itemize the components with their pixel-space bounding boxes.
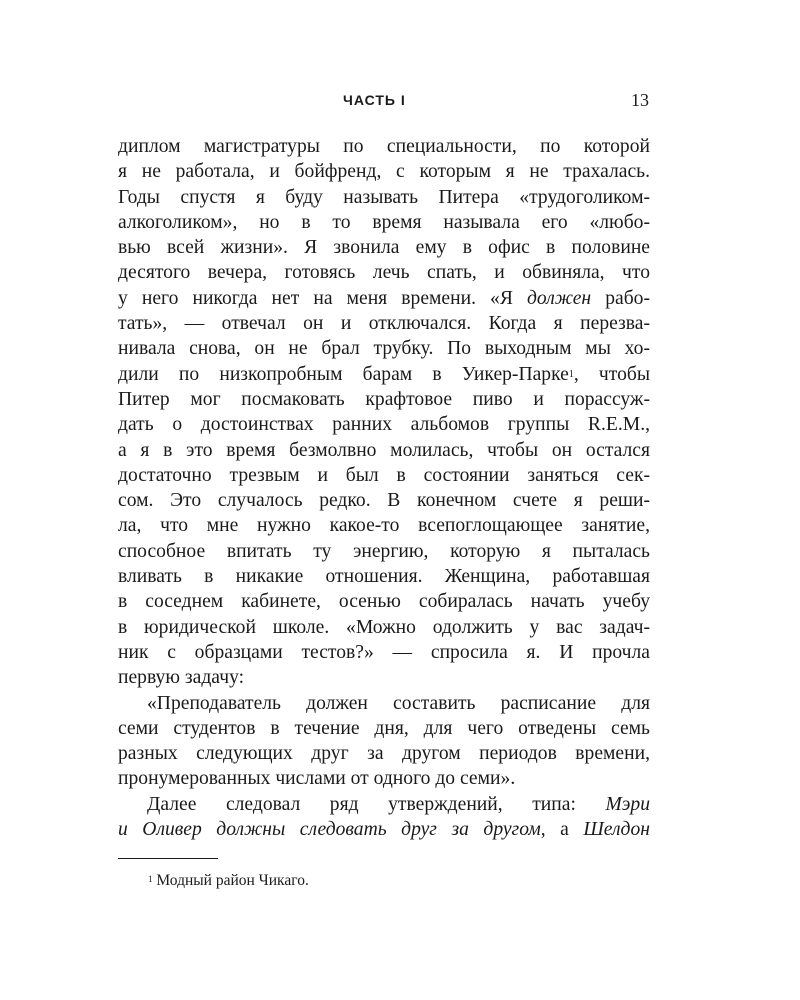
text-line: тать», — отвечал он и отключался. Когда я перезва- — [118, 313, 650, 335]
text-line — [118, 817, 650, 842]
emphasis: Мэри — [605, 793, 650, 815]
text-line: в юридической школе. «Можно одолжить у вас задач- — [118, 616, 650, 638]
text-line: а я в это время безмолвно молилась, чтобы он остался — [118, 439, 650, 461]
text-line: диплом магистратуры по специальности, по которой — [118, 136, 650, 157]
quote-line: семи студентов в течение дня, для чего отведены семь — [118, 717, 650, 739]
quote-line: пронумерованных числами от одного до семи». — [118, 768, 516, 790]
quote-line: разных следующих друг за другом периодов времени, — [118, 743, 650, 765]
text-line — [118, 286, 650, 311]
part-title: ЧАСТЬ I — [343, 92, 406, 108]
text-line: Годы спустя я буду называть Питера «трудоголиком- — [118, 186, 650, 208]
text-line: десятого вечера, готовясь лечь спать, и обвиняла, что — [118, 262, 650, 284]
text-line: нивала снова, он не брал трубку. По выходным мы хо- — [118, 338, 650, 360]
text-line: я не работала, и бойфренд, с которым я не трахалась. — [118, 161, 650, 183]
text-line: ник с образцами тестов?» — спросила я. И прочла — [118, 641, 650, 663]
text-run: дили по низкопробным барам в Уикер-Парке — [118, 363, 569, 385]
main-text — [118, 134, 650, 842]
text-line: вью всей жизни». Я звонила ему в офис в половине — [118, 237, 650, 259]
text-line: алкоголиком», но в то время называла его «любо- — [118, 211, 650, 233]
text-run: у него никогда нет на меня времени. «Я — [118, 287, 527, 309]
text-line: первую задачу: — [118, 667, 245, 689]
page-number: 13 — [631, 90, 649, 110]
text-line — [118, 792, 650, 817]
text-line: дать о достоинствах ранних альбомов группы R.E.M., — [118, 414, 650, 436]
text-run: Далее следовал ряд утверждений, типа: — [147, 793, 606, 815]
footnote-marker: 1 — [148, 874, 153, 884]
quote-line: «Преподаватель должен составить расписание для — [147, 692, 650, 714]
text-line: сом. Это случалось редко. В конечном счете я реши- — [118, 490, 650, 512]
text-line: вливать в никакие отношения. Женщина, работавшая — [118, 566, 650, 588]
text-line — [118, 362, 650, 387]
footnote-reference: 1 — [568, 368, 574, 380]
emphasis: Шелдон — [583, 819, 650, 841]
emphasis: должен — [526, 287, 592, 309]
footnote-divider — [118, 858, 218, 859]
text-line: ла, что мне нужно какое-то всепоглощающее занятие, — [118, 515, 650, 537]
text-run: , чтобы — [573, 363, 650, 385]
text-run: , а — [540, 819, 584, 841]
text-run: рабо- — [591, 287, 650, 309]
footnote-text: Модный район Чикаго. — [156, 872, 309, 889]
footnote — [148, 871, 309, 891]
text-line: достаточно трезвым и был в состоянии заняться сек- — [118, 464, 650, 486]
text-line: в соседнем кабинете, осенью собиралась начать учебу — [118, 591, 650, 613]
text-line: Питер мог посмаковать крафтовое пиво и порассуж- — [118, 388, 650, 410]
emphasis: и Оливер должны следовать друг за другом — [118, 819, 541, 841]
text-line: способное впитать ту энергию, которую я пыталась — [118, 540, 650, 562]
